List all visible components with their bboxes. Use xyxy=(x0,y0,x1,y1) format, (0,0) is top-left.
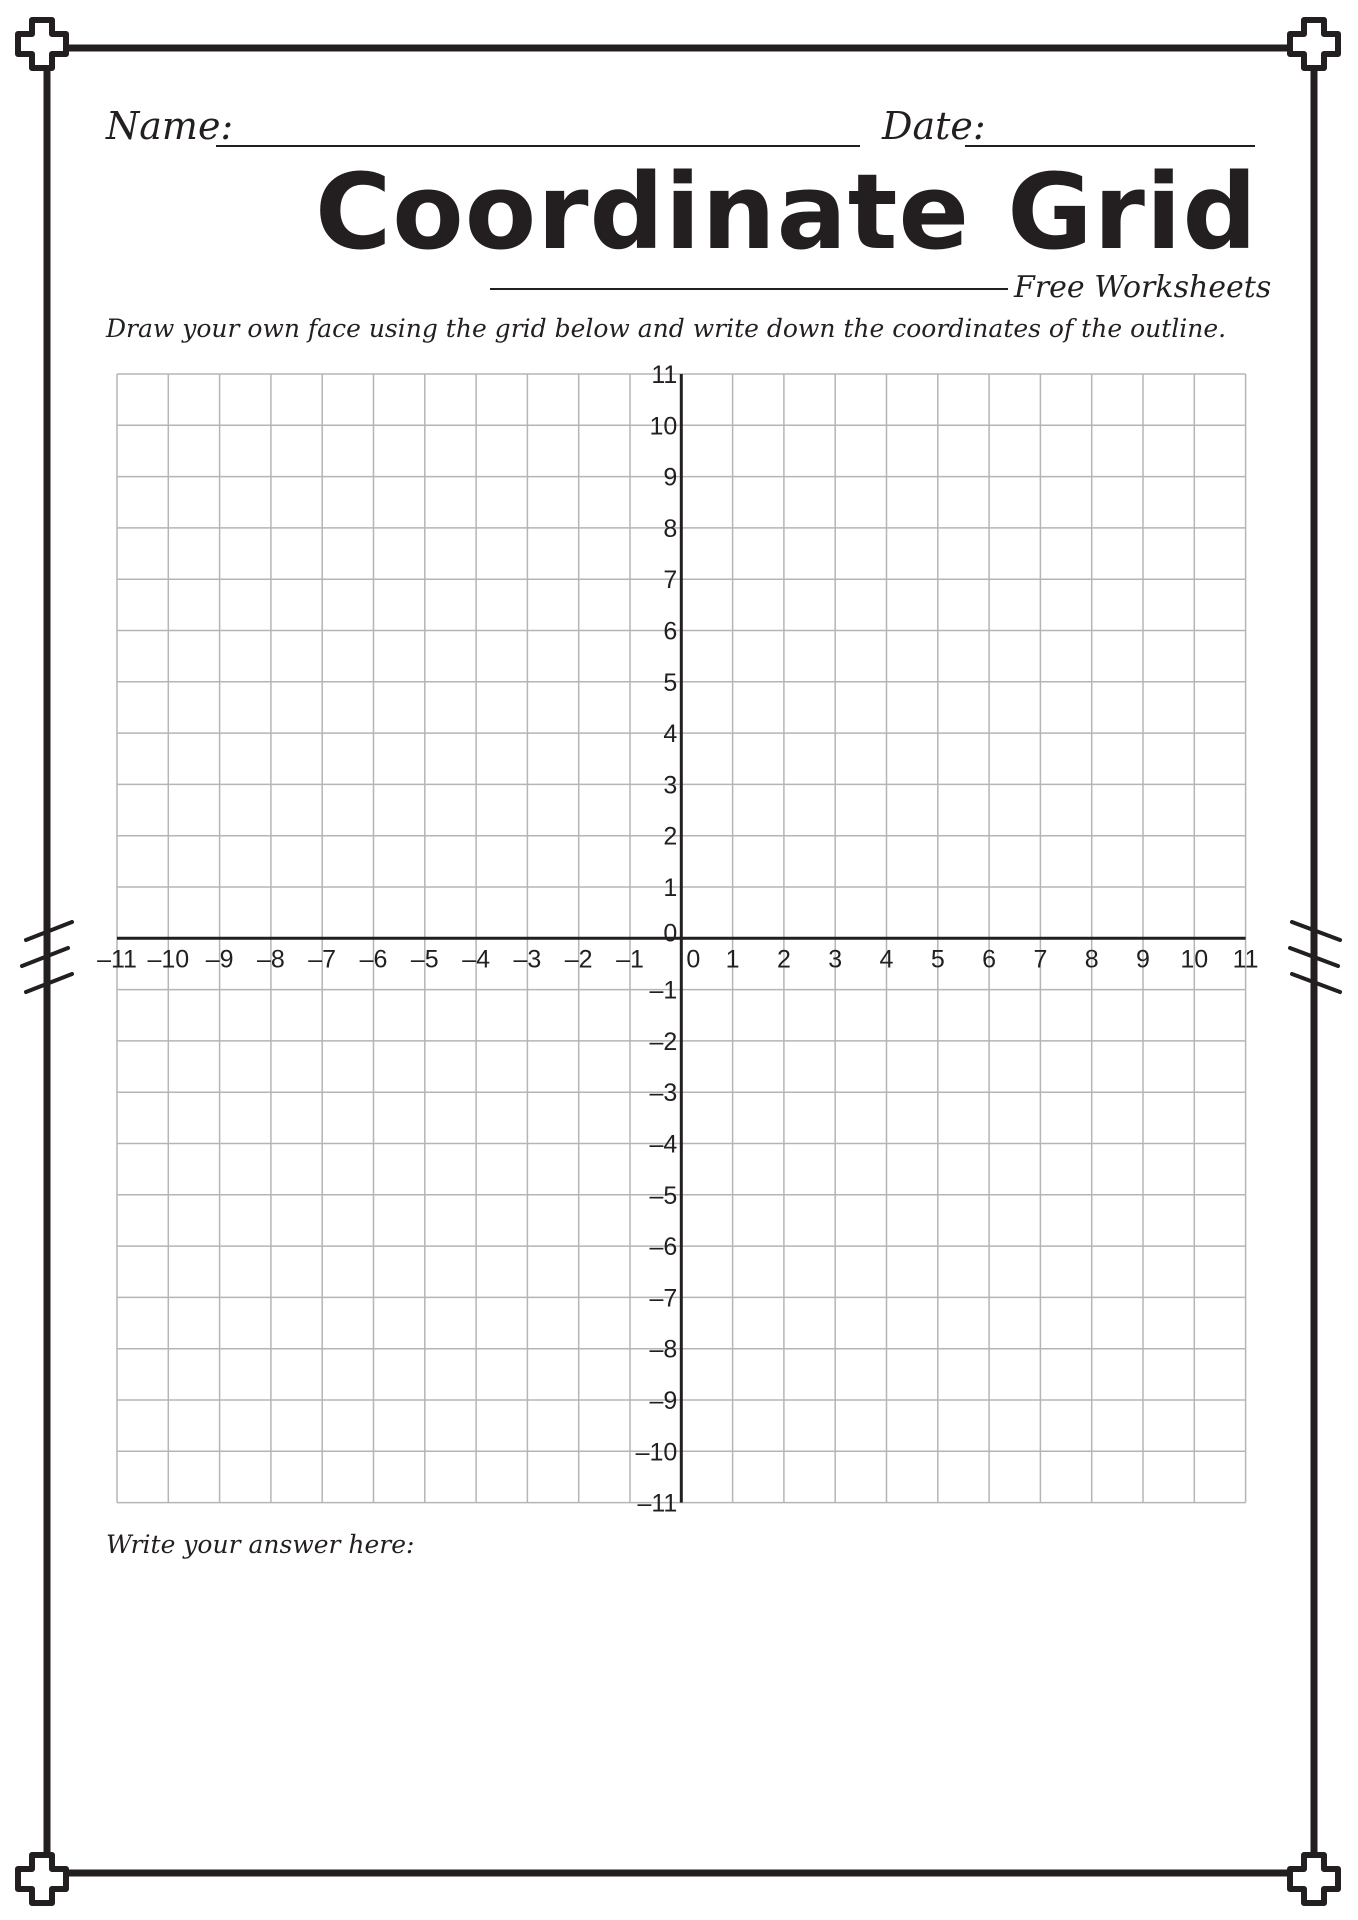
y-tick-label: 2 xyxy=(663,822,678,851)
x-tick-label: –3 xyxy=(513,945,542,974)
x-tick-label: –2 xyxy=(564,945,593,974)
x-tick-label: 5 xyxy=(930,945,945,974)
y-tick-label: 4 xyxy=(663,720,678,749)
x-tick-label: 1 xyxy=(725,945,740,974)
x-tick-label: –4 xyxy=(462,945,491,974)
x-tick-label: –8 xyxy=(256,945,285,974)
x-tick-label: 7 xyxy=(1033,945,1048,974)
y-tick-label: 7 xyxy=(663,566,678,595)
x-tick-label: –7 xyxy=(308,945,337,974)
y-tick-label: 0 xyxy=(663,919,678,948)
x-tick-label: –5 xyxy=(410,945,439,974)
x-tick-label: 3 xyxy=(828,945,843,974)
x-tick-label: 10 xyxy=(1180,945,1209,974)
x-tick-label: 8 xyxy=(1084,945,1099,974)
y-tick-label: 11 xyxy=(651,361,678,389)
y-tick-label: 1 xyxy=(663,874,678,902)
x-tick-label: –10 xyxy=(147,945,190,974)
x-tick-label: 11 xyxy=(1232,945,1259,974)
x-tick-label: 0 xyxy=(686,945,701,974)
y-tick-label: 9 xyxy=(663,463,678,492)
x-tick-label: 6 xyxy=(982,945,997,974)
y-tick-label: –10 xyxy=(635,1438,678,1467)
page-title: Coordinate Grid xyxy=(314,151,1258,273)
y-tick-label: –7 xyxy=(649,1284,678,1313)
y-tick-label: 8 xyxy=(663,514,678,543)
x-tick-label: 2 xyxy=(776,945,791,974)
y-tick-label: –11 xyxy=(637,1489,678,1518)
x-tick-label: –9 xyxy=(205,945,234,974)
y-tick-label: –4 xyxy=(649,1130,678,1159)
x-tick-label: –11 xyxy=(97,945,137,974)
y-tick-label: –9 xyxy=(649,1387,678,1415)
y-tick-label: –5 xyxy=(649,1181,678,1210)
y-tick-label: –2 xyxy=(649,1027,678,1056)
y-tick-label: 6 xyxy=(663,617,678,646)
y-tick-label: –1 xyxy=(649,976,678,1005)
y-tick-label: 3 xyxy=(663,771,678,800)
instructions-text: Draw your own face using the grid below and write down the coordinates of the outline. xyxy=(106,314,1227,343)
x-tick-label: –6 xyxy=(359,945,388,974)
x-tick-label: 4 xyxy=(879,945,894,974)
y-tick-label: –6 xyxy=(649,1233,678,1262)
date-label: Date: xyxy=(882,104,986,148)
name-label: Name: xyxy=(106,104,234,148)
x-tick-label: 9 xyxy=(1136,945,1150,974)
y-tick-label: –3 xyxy=(649,1079,678,1108)
y-tick-label: –8 xyxy=(649,1335,678,1364)
y-tick-label: 5 xyxy=(663,668,678,697)
x-tick-label: –1 xyxy=(616,945,644,974)
page-subtitle: Free Worksheets xyxy=(1014,270,1272,305)
y-tick-label: 10 xyxy=(649,412,678,441)
answer-label: Write your answer here: xyxy=(106,1530,415,1559)
